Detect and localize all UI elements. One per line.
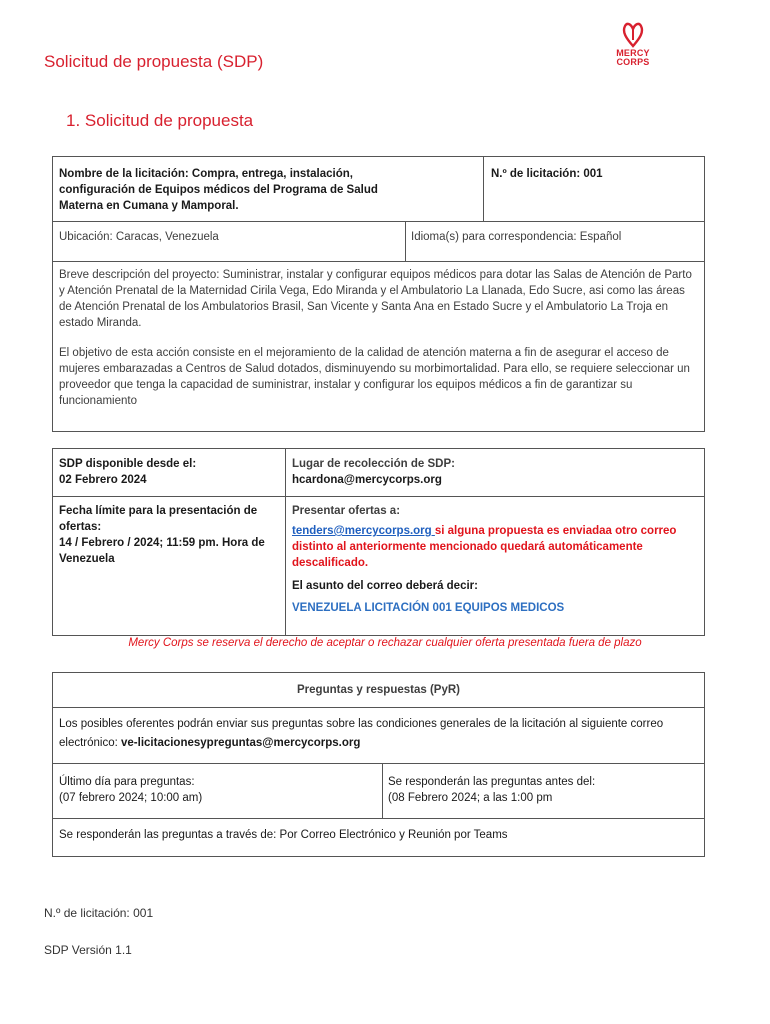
- submit-warning: si alguna propuesta es enviadaa otro correo distinto al anteriormente mencionado quedará automáticamente descalificado.: [292, 525, 677, 569]
- answer-by-value: (08 Febrero 2024; a las 1:00 pm: [388, 792, 553, 804]
- description-paragraph-2: El objetivo de esta acción consiste en el mejoramiento de la calidad de atención materna a fin de asegurar el acceso de mujeres embarazadas a Centros de Salud dotados, disminuyendo su morbimortalidad. Para ello, se requiere seleccionar un proveedor que tenga la capacidad de suministrar, instalar y configurar los equipos médicos a fin de garantizar su funcionamiento: [59, 347, 690, 407]
- logo-line-2: CORPS: [616, 57, 650, 67]
- available-label: SDP disponible desde el:: [59, 458, 197, 470]
- footer-tender-number: [44, 906, 153, 920]
- document-title: Solicitud de propuesta (SDP): [44, 52, 264, 71]
- section-title: 1. Solicitud de propuesta: [66, 111, 254, 130]
- qa-title: Preguntas y respuestas (PyR): [297, 684, 460, 696]
- subject-value: VENEZUELA LICITACIÓN 001 EQUIPOS MEDICOS: [292, 602, 565, 614]
- pickup-location: [292, 456, 697, 488]
- deadline-label: Fecha límite para la presentación de ofertas:: [59, 505, 258, 533]
- footer-version: SDP Versión 1.1: [44, 943, 132, 957]
- last-question-day: [59, 774, 377, 806]
- submission-deadline: [59, 503, 283, 567]
- qa-email[interactable]: ve-licitacionesypreguntas@mercycorps.org: [121, 737, 361, 749]
- answer-deadline: [388, 774, 700, 806]
- subject-label: El asunto del correo deberá decir:: [292, 580, 478, 592]
- tender-number: N.º de licitación: 001: [491, 168, 603, 180]
- tender-location: Ubicación: Caracas, Venezuela: [59, 231, 219, 243]
- pickup-email: hcardona@mercycorps.org: [292, 474, 442, 486]
- submit-email-link[interactable]: tenders@mercycorps.org: [292, 525, 435, 537]
- pickup-label: Lugar de recolección de SDP:: [292, 458, 455, 470]
- qa-intro-text: Los posibles oferentes podrán enviar sus preguntas sobre las condiciones generales de la licitación al siguiente correo electrónico:: [59, 718, 664, 749]
- submit-label: Presentar ofertas a:: [292, 505, 401, 517]
- footer-tender-label: N.º de licitación:: [44, 906, 134, 920]
- mercy-corps-logo: [608, 20, 658, 72]
- last-day-value: (07 febrero 2024; 10:00 am): [59, 792, 203, 804]
- answer-by-label: Se responderán las preguntas antes del:: [388, 776, 596, 788]
- submission-address: [292, 503, 702, 616]
- description-paragraph-1: Breve descripción del proyecto: Suministrar, instalar y configurar equipos médicos para dotar las Salas de Atención de Parto y Atención Prenatal de la Maternidad Cirila Vega, Edo Miranda y el Ambulatorio La Llanada, Edo Sucre, asi como las áreas de Atención Prenatal de los Ambulatorios Brasil, San Vicente y Santa Ana en Estado Sucre y el Ambulatorio La Troja en estado Miranda.: [59, 269, 692, 329]
- available-date: 02 Febrero 2024: [59, 474, 147, 486]
- tender-info-table: [52, 156, 705, 432]
- answer-channel: Se responderán las preguntas a través de: Por Correo Electrónico y Reunión por Teams: [59, 829, 508, 841]
- tender-name: Nombre de la licitación: Compra, entrega, instalación, configuración de Equipos médicos del Programa de Salud Materna en Cumana y Mamporal.: [59, 168, 378, 212]
- mercy-corps-emblem-icon: [618, 20, 648, 48]
- last-day-label: Último día para preguntas:: [59, 776, 195, 788]
- project-description: [59, 267, 699, 409]
- logo-line-1: MERCY: [616, 48, 650, 58]
- available-from: [59, 456, 281, 488]
- late-offer-notice: Mercy Corps se reserva el derecho de aceptar o rechazar cualquier oferta presentada fuera de plazo: [128, 637, 642, 649]
- footer-tender-value: 001: [133, 906, 154, 920]
- submission-info-table: [52, 448, 705, 636]
- qa-intro: [59, 715, 699, 753]
- tender-language: Idioma(s) para correspondencia: Español: [411, 231, 622, 243]
- deadline-value: 14 / Febrero / 2024; 11:59 pm. Hora de Venezuela: [59, 537, 265, 565]
- questions-answers-table: [52, 672, 705, 857]
